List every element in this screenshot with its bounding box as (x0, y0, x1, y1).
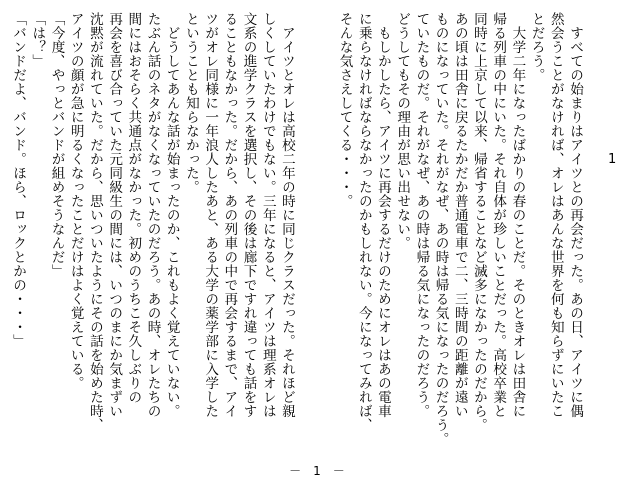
text-line: 然会うことがなければ、オレはあんな世界を何も知らずにいたこ (547, 12, 564, 418)
text-line: 「は？」 (29, 12, 46, 68)
text-line (315, 12, 334, 448)
text-line: たぶん話のネタがなくなっていたのだろう。あの時、オレたちの (144, 12, 161, 418)
text-line: 沈黙が流れていた。だから、思いついたようにその話を始めた時、 (86, 12, 103, 432)
text-line: すべての始まりはアイツとの再会だった。あの日、アイツに偶 (567, 12, 583, 418)
text-line: そんな気さえしてくる・・・。 (336, 12, 353, 208)
text-line: に乗らなければならなかったのかもしれない。今になってみれば、 (355, 12, 372, 432)
text-line: 同時に上京して以来、帰省することなど滅多になかったのだから。 (470, 12, 487, 432)
text-line: 帰る列車の中にいた。それ自体が珍しいことだった。高校卒業と (490, 12, 507, 418)
text-line: ていたものだ。それがなぜ、あの時は帰る気になったのだろう。 (413, 12, 430, 418)
chapter-number: 1 (608, 152, 617, 167)
text-line: しくしていたわけでもない。三年になると、アイツは理系オレは (259, 12, 276, 418)
text-line: ということも知らなかった。 (182, 12, 199, 194)
text-line: もしかしたら、アイツに再会するだけのためにオレはあの電車 (374, 12, 391, 418)
text-line: 再会を喜び合っていた元同級生の間には、いつのまにか気まずい (106, 12, 123, 418)
text-line: ることもなかった。だから、あの列車の中で再会するまで、アイ (221, 12, 238, 418)
text-line: 文系の進学クラスを選択し、その後は廊下ですれ違っても話をす (240, 12, 257, 418)
text-line: 「バンドだよ、バンド。ほら、ロックとかの・・・」 (10, 12, 27, 348)
text-line: アイツとオレは高校二年の時に同じクラスだった。それほど親 (278, 12, 295, 418)
text-line: どうしてあんな話が始まったのか、これもよく覚えていない。 (163, 12, 180, 418)
text-line: とだろう。 (528, 12, 545, 82)
text-line: ものになっていた。それがなぜ、あの時は帰る気になったのだろう。 (432, 12, 449, 446)
text-line: 間にはおそらく共通点がなかった。初めのうちこそ久しぶりの (125, 12, 142, 404)
vertical-text-body (8, 12, 584, 448)
text-line: どうしてもその理由が思い出せない。 (394, 12, 411, 250)
text-line (296, 12, 315, 448)
text-line: 「今度、やっとバンドが組めそうなんだ」 (48, 12, 65, 278)
text-line: ツがオレ同様に一年浪人したあと、ある大学の薬学部に入学した (202, 12, 219, 418)
text-line: 大学二年になったばかりの春のことだ。そのときオレは田舎に (509, 12, 526, 418)
page-number: － 1 － (289, 464, 345, 478)
text-line: アイツの顔が急に明るくなったことだけはよく覚えている。 (67, 12, 84, 390)
text-line: あの頃は田舎に戻るたかだか普通電車で二、三時間の距離が遠い (451, 12, 468, 418)
